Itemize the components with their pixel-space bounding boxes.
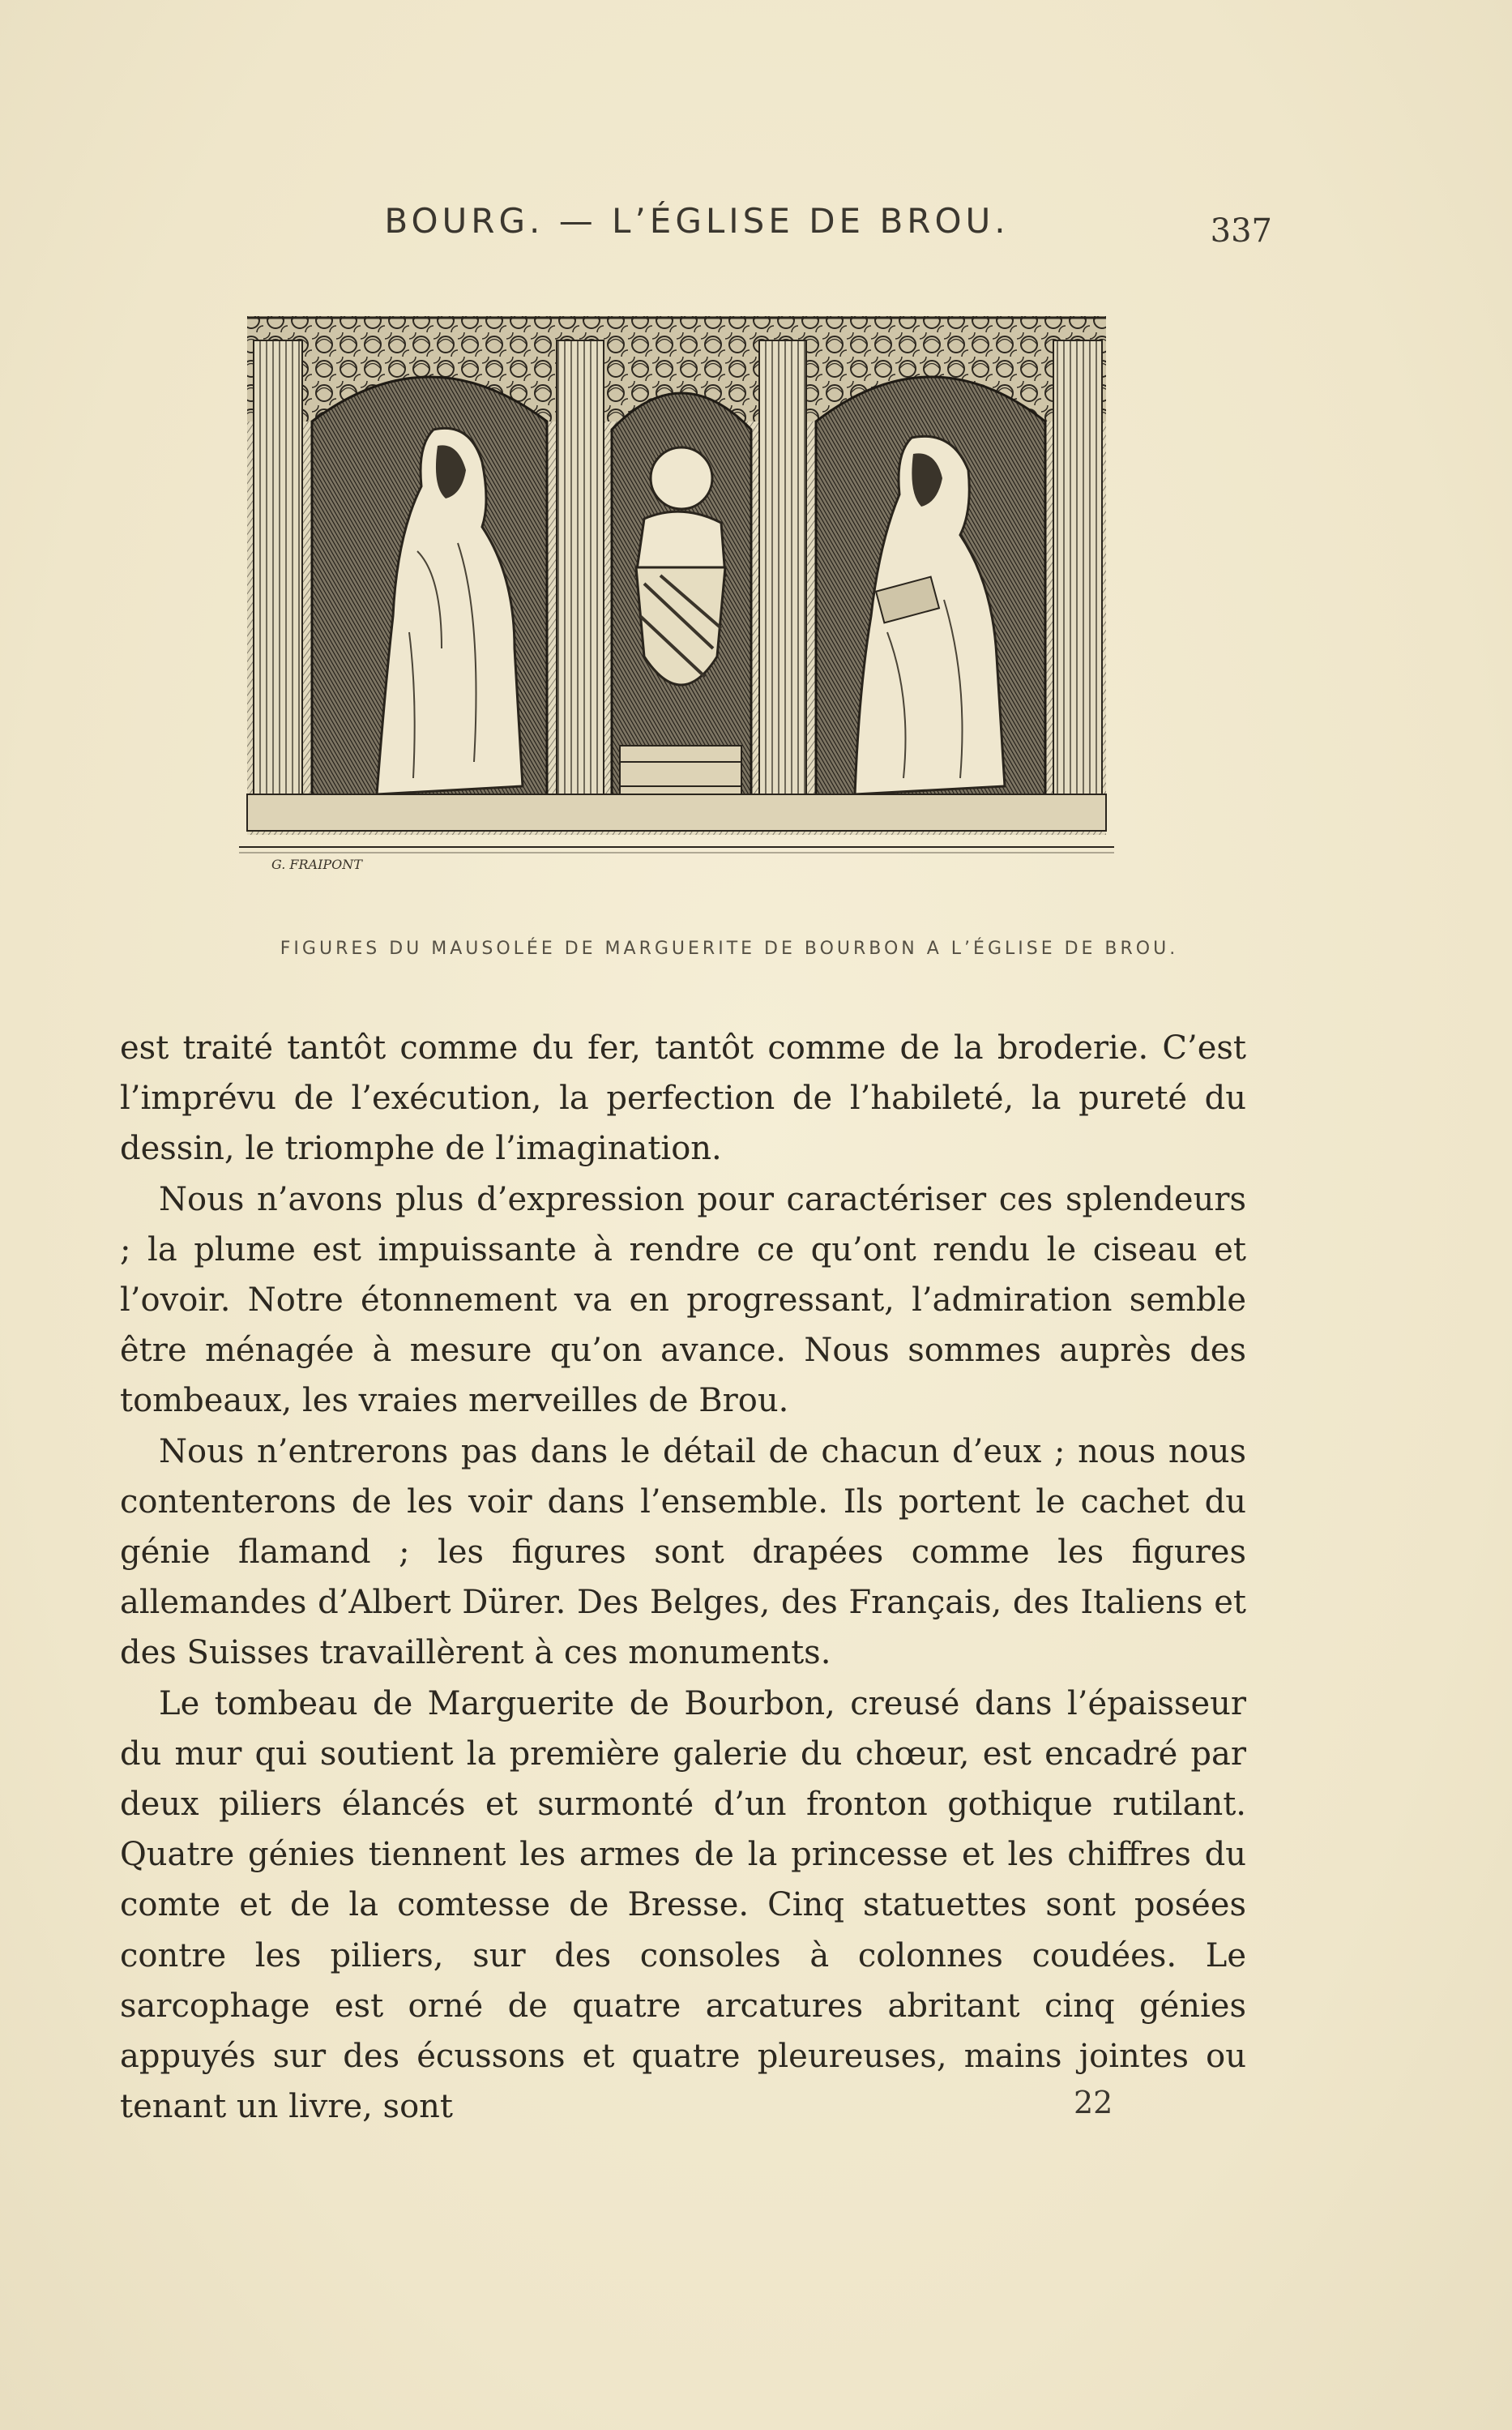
mausoleum-engraving	[239, 308, 1126, 875]
paragraph-2: Nous n’avons plus d’expression pour caractériser ces splendeurs ; la plume est impuissante à rendre ce qu’ont rendu le ciseau et l’ovoir. Notre étonnement va en progressant, l’admiration semble être ménagée à mesure qu’on avance. Nous sommes auprès des tombeaux, les vraies merveilles de Brou.	[120, 1180, 1246, 1420]
page-header	[113, 201, 1280, 258]
figure-caption: FIGURES DU MAUSOLÉE DE MARGUERITE DE BOURBON A L’ÉGLISE DE BROU.	[280, 939, 1179, 959]
paragraph-3: Nous n’entrerons pas dans le détail de chacun d’eux ; nous nous contenterons de les voir dans l’ensemble. Ils portent le cachet du génie flamand ; les figures sont drapées comme les figures allemandes d’Albert Dürer. Des Belges, des Français, des Italiens et des Suisses travaillèrent à ces monuments.	[120, 1432, 1246, 1672]
engraving-mausoleum-figures-icon	[239, 308, 1126, 875]
signature-mark: 22	[1074, 2085, 1113, 2120]
page-number: 337	[1210, 212, 1272, 250]
running-head: BOURG. — L’ÉGLISE DE BROU.	[384, 201, 1010, 241]
paragraph-4: Le tombeau de Marguerite de Bourbon, creusé dans l’épaisseur du mur qui soutient la première galerie du chœur, est encadré par deux piliers élancés et surmonté d’un fronton gothique rutilant. Quatre génies tiennent les armes de la princesse et les chiffres du comte et de la comtesse de Bresse. Cinq statuettes sont posées contre les piliers, sur des consoles à colonnes coudées. Le sarcophage est orné de quatre arcatures abritant cinq génies appuyés sur des écussons et quatre pleureuses, mains jointes ou tenant un livre, sont	[120, 1684, 1246, 2126]
body-text	[120, 1023, 1246, 2132]
artist-mark: G. FRAIPONT	[271, 857, 362, 872]
paragraph-1: est traité tantôt comme du fer, tantôt comme de la broderie. C’est l’imprévu de l’exécution, la perfection de l’habileté, la pureté du dessin, le triomphe de l’imagination.	[120, 1029, 1246, 1168]
